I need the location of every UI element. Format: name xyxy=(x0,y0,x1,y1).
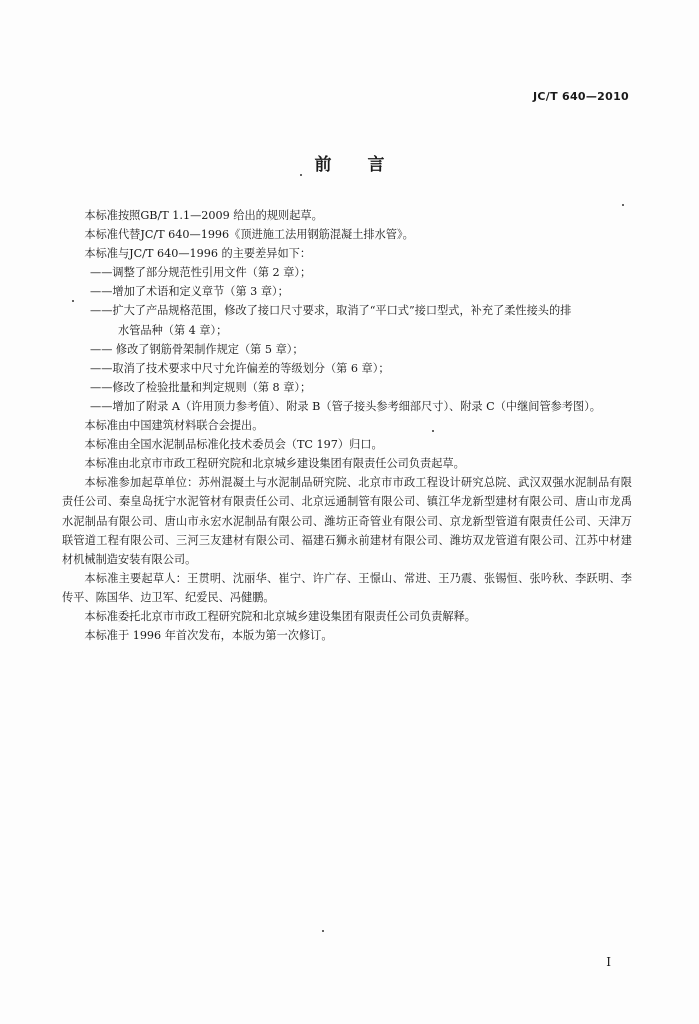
list-item: ——取消了技术要求中尺寸允许偏差的等级划分（第 6 章）； xyxy=(90,361,390,375)
list-item: ——调整了部分规范性引用文件（第 2 章）； xyxy=(90,266,312,280)
scan-speck xyxy=(622,204,624,206)
scan-speck xyxy=(300,174,302,176)
paragraph-interpretation: 本标准委托北京市市政工程研究院和北京城乡建设集团有限责任公司负责解释。 xyxy=(84,609,476,623)
paragraph-participating-units: 本标准参加起草单位：苏州混凝土与水泥制品研究院、北京市市政工程设计研究总院、武汉双强水泥制品有限责任公司、秦皇岛抚宁水泥管材有限责任公司、北京远通制管有限公司、镇江华龙新型建材有限公司、唐山市龙禹水泥制品有限公司、唐山市永宏水泥制品有限公司、潍坊正奇管业有限公司、京龙新型管道有限责任公司、天津万联管道工程有限公司、三河三友建材有限公司、福建石狮永前建材有限公司、潍坊双龙管道有限公司、江苏中材建材机械制造安装有限公司。 xyxy=(62,476,632,566)
scan-speck xyxy=(72,300,74,302)
list-item: ——增加了附录 A（许用顶力参考值）、附录 B（管子接头参考细部尺寸）、附录 C（中继间管参考图）。 xyxy=(90,399,601,413)
list-item: —— 修改了钢筋骨架制作规定（第 5 章）； xyxy=(90,342,304,356)
page-title: 前言 xyxy=(314,155,421,175)
paragraph-centralized-by: 本标准由全国水泥制品标准化技术委员会（TC 197）归口。 xyxy=(84,438,383,452)
page-number: I xyxy=(606,955,611,969)
paragraph-publication-history: 本标准于 1996 年首次发布，本版为第一次修订。 xyxy=(84,629,333,643)
list-item-text: ——扩大了产品规格范围，修改了接口尺寸要求，取消了“平口式”接口型式，补充了柔性接头的排 xyxy=(90,304,572,318)
paragraph-replaces: 本标准代替JC/T 640—1996《顶进施工法用钢筋混凝土排水管》。 xyxy=(84,228,414,242)
paragraph-differences-intro: 本标准与JC/T 640—1996 的主要差异如下： xyxy=(84,247,312,261)
standard-code: JC/T 640—2010 xyxy=(533,90,629,103)
list-item: ——增加了术语和定义章节（第 3 章）； xyxy=(90,285,289,299)
paragraph-proposed-by: 本标准由中国建筑材料联合会提出。 xyxy=(84,419,264,433)
scan-speck xyxy=(322,930,324,932)
foreword-body xyxy=(62,206,632,645)
paragraph-drafting-rules: 本标准按照GB/T 1.1—2009 给出的规则起草。 xyxy=(84,209,323,222)
list-item-continuation: 水管品种（第 4 章）； xyxy=(118,323,228,337)
list-item: ——修改了检验批量和判定规则（第 8 章）； xyxy=(90,380,312,394)
paragraph-drafted-by: 本标准由北京市市政工程研究院和北京城乡建设集团有限责任公司负责起草。 xyxy=(84,457,465,471)
scan-speck xyxy=(432,430,434,432)
list-item xyxy=(62,301,632,339)
paragraph-main-drafters: 本标准主要起草人：王贯明、沈丽华、崔宁、许广存、王憬山、常进、王乃震、张锡恒、张吟秋、李跃明、李传平、陈国华、边卫军、纪爱民、冯健鹏。 xyxy=(62,571,632,604)
